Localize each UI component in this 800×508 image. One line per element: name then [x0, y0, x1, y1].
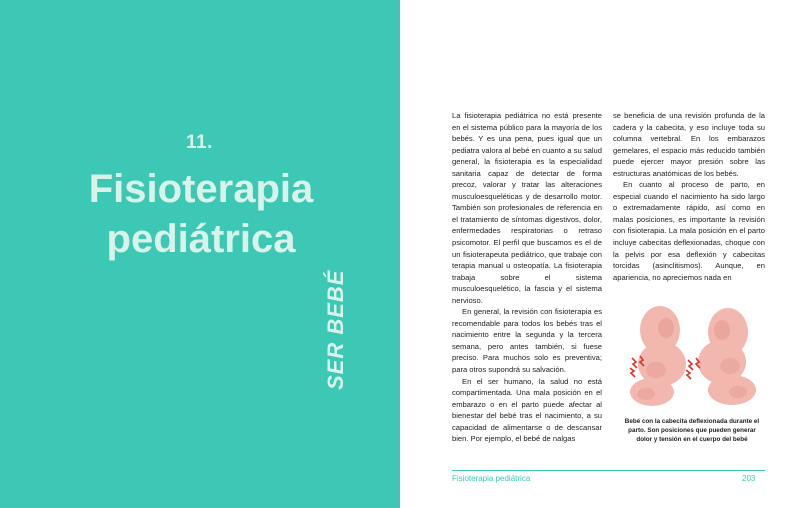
baby-figure-right	[698, 308, 756, 405]
paragraph: En general, la revisión con fisioterapia es recomendable para todos los bebés tras el nacimiento entre la segunda y la tercera semana, pero antes también, si fuese preciso. Para muchos solo es preventiva; para otros supondrá su salvación.	[452, 307, 602, 375]
paragraph: En cuanto al proceso de parto, en especial cuando el nacimiento ha sido largo o extremadamente rápido, así como en malas posiciones, es importante la revisión con fisioterapia. La mala posición en el parto incluye cabecitas deflexionadas, choque con la pelvis por esa deflexión y cabecitas torcidas (asinclitismos). Aunque, en apariencia, no apreciemos nada en	[613, 180, 765, 282]
baby-figure-left	[630, 306, 686, 406]
running-footer-title: Fisioterapia pediátrica	[452, 474, 531, 483]
pain-mark-icon	[686, 358, 700, 379]
chapter-title	[66, 164, 336, 264]
text-column-1	[452, 110, 602, 445]
chapter-title-line-1: Fisioterapia	[88, 167, 314, 211]
page-number: 203	[742, 474, 756, 483]
figure-caption: Bebé con la cabecita deflexionada durante el parto. Son posiciones que pueden generar dolor y tensión en el cuerpo del bebé	[624, 418, 760, 443]
chapter-title-line-2: pediátrica	[106, 217, 296, 261]
footer-divider	[452, 470, 765, 471]
paragraph: se beneficia de una revisión profunda de la cadera y la cabecita, y eso incluye toda su columna vertebral. En los embarazos gemelares, el espacio más reducido también puede ejercer mayor presión sobre las estructuras anatómicas de los bebés.	[613, 111, 765, 178]
book-logo: SER BEBÉ	[323, 269, 348, 390]
chapter-number: 11.	[186, 132, 213, 153]
paragraph: La fisioterapia pediátrica no está presente en el sistema público para la mayoría de los bebés. Y es una pena, pues igual que un pediatra valora al bebé en cuanto a su salud general, la fisioterapia es la especialidad sanitaria capaz de detectar de forma precoz, valorar y tratar las alteraciones musculoesqueléticas y de desarrollo motor. También son profesionales de referencia en el tratamiento de síntomas digestivos, dolor, enfermedades respiratorias o retraso psicomotor. El perfil que buscamos es el de un fisioterapeuta pediátrico, que trabaje con terapia manual u osteopatía. La fisioterapia trabaja sobre el sistema musculoesquelético, la fascia y el sistema nervioso.	[452, 111, 602, 305]
baby-position-illustration	[622, 300, 762, 410]
text-column-2	[613, 110, 765, 283]
paragraph: En el ser humano, la salud no está compartimentada. Una mala posición en el embarazo o en el parto puede afectar al bienestar del bebé tras el nacimiento, a su capacidad de alimentarse o de descansar bien. Por ejemplo, el bebé de nalgas	[452, 376, 602, 444]
